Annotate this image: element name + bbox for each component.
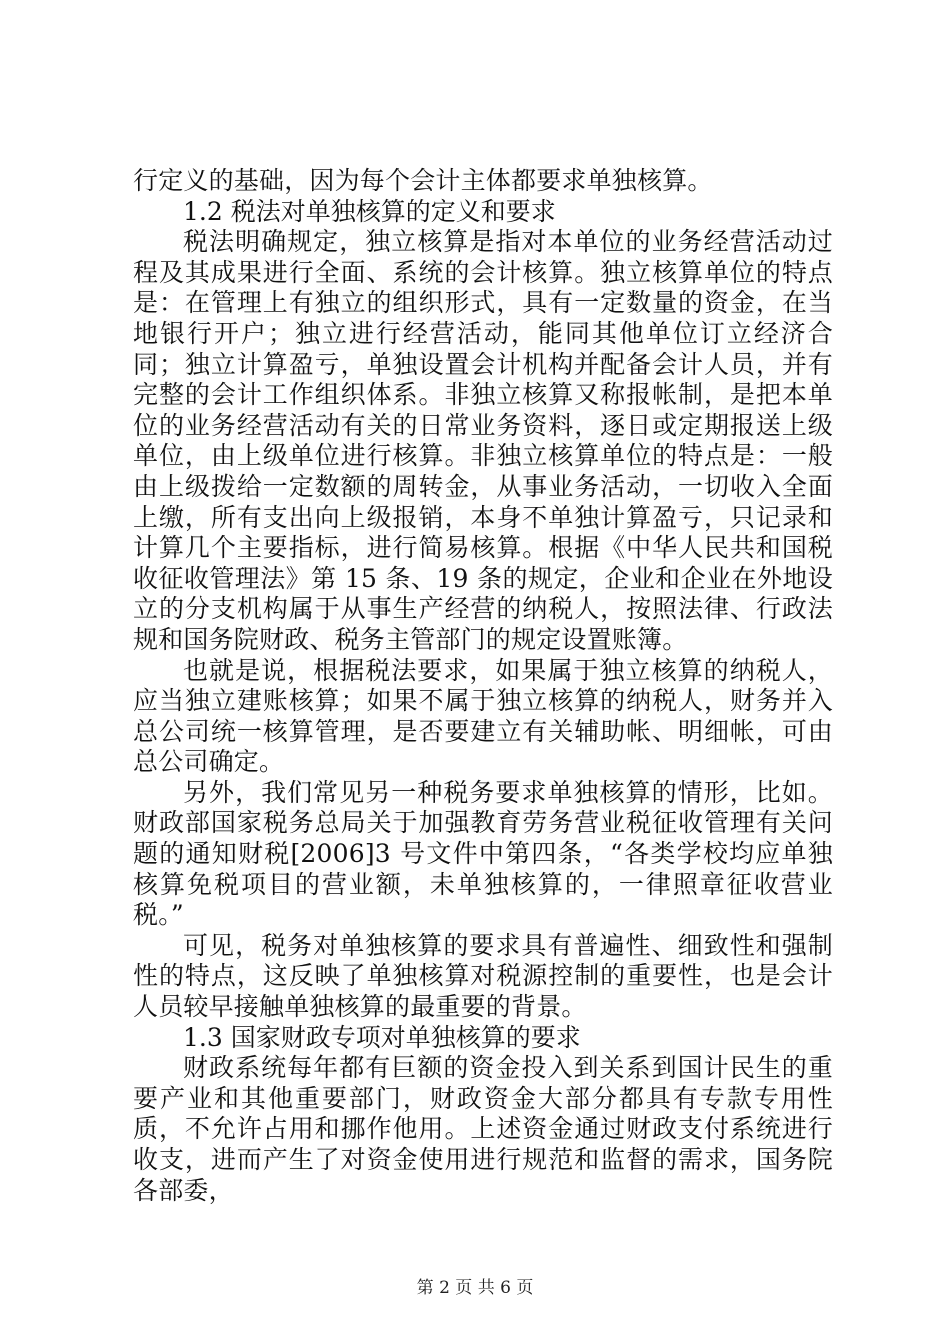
paragraph-finance-special: 财政系统每年都有巨额的资金投入到关系到国计民生的重要产业和其他重要部门，财政资金大部分都具有专款专用性质，不允许占用和挪作他用。上述资金通过财政支付系统进行收支，进而产生了对资金使用进行规范和监督的需求，国务院各部委， (133, 1053, 833, 1205)
paragraph-other-tax-cases: 另外，我们常见另一种税务要求单独核算的情形，比如。财政部国家税务总局关于加强教育劳务营业税征收管理有关问题的通知财税[2006]3 号文件中第四条，“各类学校均应单独核算免税项目的营业额，未单独核算的，一律照章征收营业税。” (133, 777, 833, 930)
section-heading-1-2: 1.2 税法对单独核算的定义和要求 (183, 196, 556, 226)
paragraph-tax-law-definition: 税法明确规定，独立核算是指对本单位的业务经营活动过程及其成果进行全面、系统的会计核算。独立核算单位的特点是：在管理上有独立的组织形式，具有一定数量的资金，在当地银行开户；独立进行经营活动，能同其他单位订立经济合同；独立计算盈亏，单独设置会计机构并配备会计人员，并有完整的会计工作组织体系。非独立核算又称报帐制，是把本单位的业务经营活动有关的日常业务资料，逐日或定期报送上级单位，由上级单位进行核算。非独立核算单位的特点是：一般由上级拨给一定数额的周转金，从事业务活动，一切收入全面上缴，所有支出向上级报销，本身不单独计算盈亏，只记录和计算几个主要指标，进行简易核算。根据《中华人民共和国税收征收管理法》第 15 条、19 条的规定，企业和企业在外地设立的分支机构属于从事生产经营的纳税人，按照法律、行政法规和国务院财政、税务主管部门的规定设置账簿。 (133, 227, 833, 654)
section-heading-1-3: 1.3 国家财政专项对单独核算的要求 (183, 1022, 581, 1052)
paragraph-tax-conclusion: 可见，税务对单独核算的要求具有普遍性、细致性和强制性的特点，这反映了单独核算对税源控制的重要性，也是会计人员较早接触单独核算的最重要的背景。 (133, 930, 833, 1022)
paragraph-continuation: 行定义的基础，因为每个会计主体都要求单独核算。 (133, 166, 713, 195)
paragraph-tax-law-summary: 也就是说，根据税法要求，如果属于独立核算的纳税人，应当独立建账核算；如果不属于独立核算的纳税人，财务并入总公司统一核算管理，是否要建立有关辅助帐、明细帐，可由总公司确定。 (133, 655, 833, 777)
page-footer: 第 2 页 共 6 页 (416, 1278, 534, 1298)
document-body (133, 166, 833, 1206)
